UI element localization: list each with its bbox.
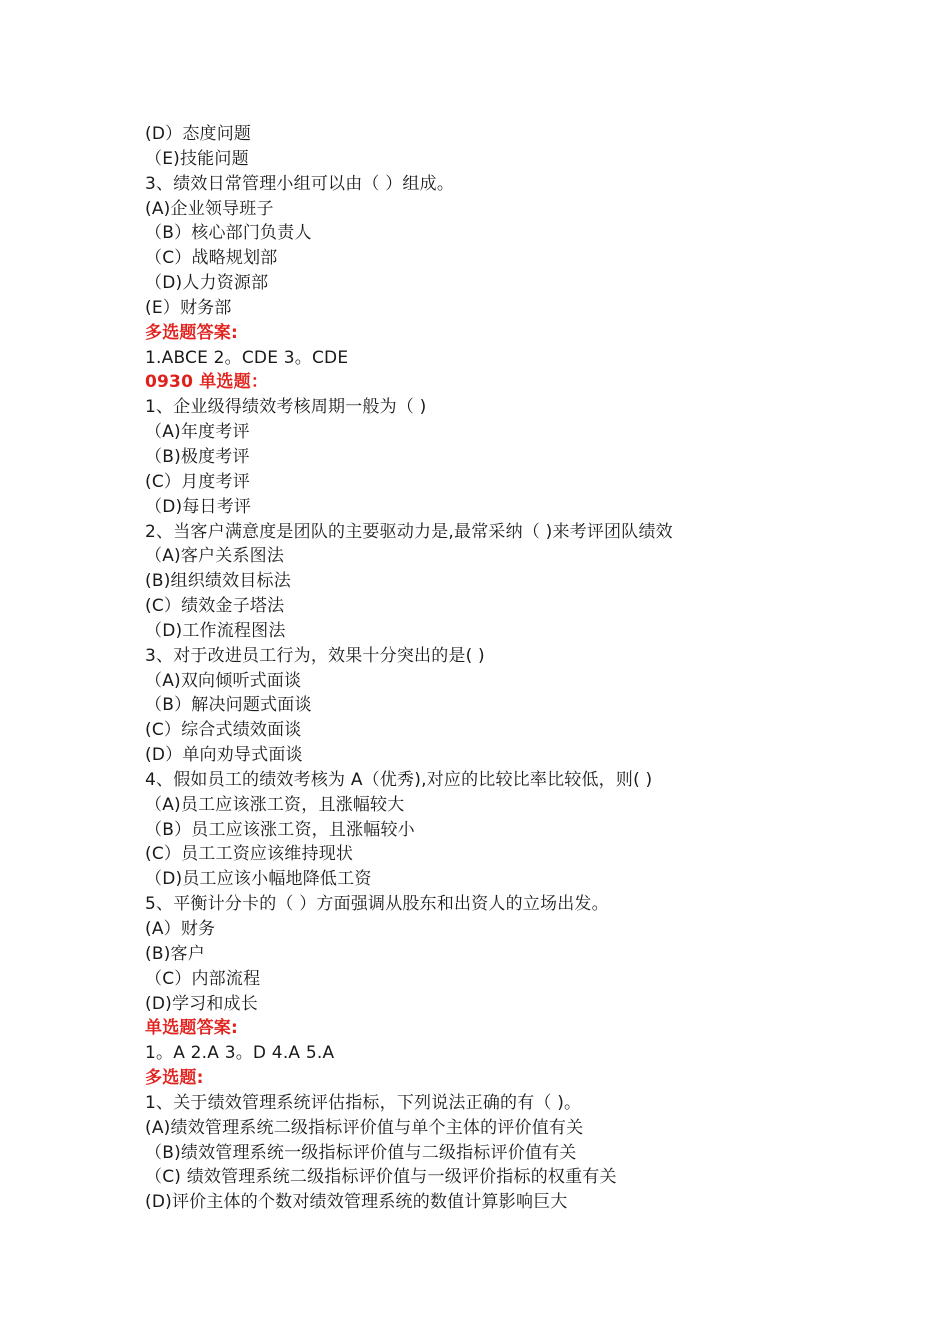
text-line: 4、假如员工的绩效考核为 A（优秀),对应的比较比率比较低，则( ) [145,769,653,790]
section-heading: 单选题答案: [145,1018,238,1039]
text-line: （B）解决问题式面谈 [145,695,312,716]
text-line: （C）内部流程 [145,968,261,989]
text-line: 3、绩效日常管理小组可以由（ ）组成。 [145,173,455,194]
text-line: (A)企业领导班子 [145,198,274,219]
text-line: （D)人力资源部 [145,273,269,294]
text-line: (B)客户 [145,943,205,964]
text-line: （B）核心部门负责人 [145,223,312,244]
text-line: 3、对于改进员工行为，效果十分突出的是( ) [145,645,485,666]
text-line: （A)客户关系图法 [145,546,285,567]
text-line: (D)学习和成长 [145,993,258,1014]
text-line: 1.ABCE 2。CDE 3。CDE [145,347,349,368]
text-line: （A)员工应该涨工资，且涨幅较大 [145,794,405,815]
section-heading: 多选题: [145,1068,204,1089]
text-line: （B）员工应该涨工资，且涨幅较小 [145,819,415,840]
text-line: (A）财务 [145,919,216,939]
text-line: (C）绩效金子塔法 [145,596,285,617]
text-line: （D)员工应该小幅地降低工资 [145,869,372,890]
text-line: 1、关于绩效管理系统评估指标，下列说法正确的有（ )。 [145,1092,582,1113]
text-line: 1。A 2.A 3。D 4.A 5.A [145,1043,335,1064]
section-heading: 多选题答案: [145,322,238,343]
text-line: 1、企业级得绩效考核周期一般为（ ) [145,397,427,418]
text-line: (D）单向劝导式面谈 [145,745,303,766]
text-line: （A)双向倾听式面谈 [145,670,302,691]
text-line: 2、当客户满意度是团队的主要驱动力是,最常采纳（ )来考评团队绩效 [145,521,673,542]
text-line: （D)每日考评 [145,496,252,517]
text-line: （C）战略规划部 [145,248,278,269]
text-line: (C）综合式绩效面谈 [145,720,302,741]
text-line: （A)年度考评 [145,422,250,443]
document-body [145,122,845,1215]
text-line: (C）月度考评 [145,471,250,492]
text-line: 5、平衡计分卡的（ ）方面强调从股东和出资人的立场出发。 [145,894,609,915]
text-line: （B)极度考评 [145,446,250,467]
text-line: (D)评价主体的个数对绩效管理系统的数值计算影响巨大 [145,1192,568,1213]
text-line: （E)技能问题 [145,148,249,169]
text-line: (C）员工工资应该维持现状 [145,844,354,865]
section-heading: 0930 单选题： [145,372,269,393]
text-line: (B)组织绩效目标法 [145,571,291,592]
text-line: （B)绩效管理系统一级指标评价值与二级指标评价值有关 [145,1142,577,1163]
text-line: (E）财务部 [145,297,232,318]
text-line: （D)工作流程图法 [145,620,286,641]
text-line: (A)绩效管理系统二级指标评价值与单个主体的评价值有关 [145,1117,584,1138]
text-line: （C) 绩效管理系统二级指标评价值与一级评价指标的权重有关 [145,1167,617,1188]
text-line: (D）态度问题 [145,124,252,144]
